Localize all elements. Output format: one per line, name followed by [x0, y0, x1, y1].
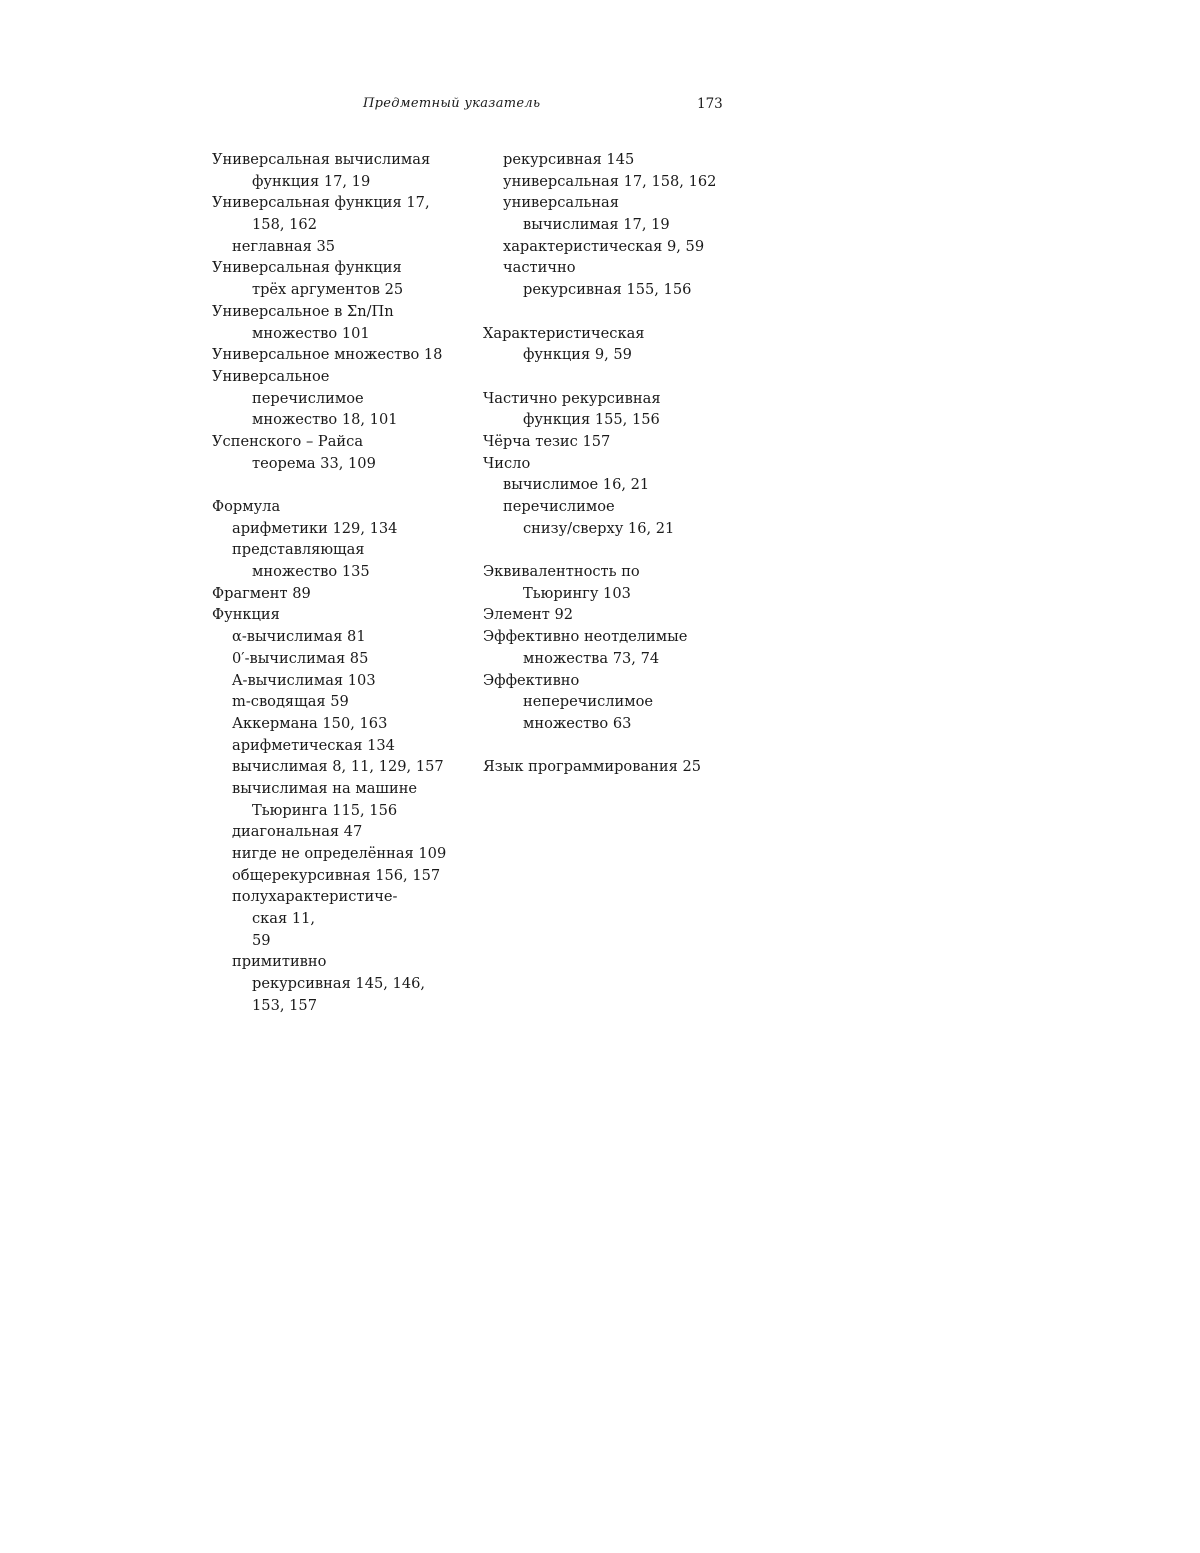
index-group-gap — [483, 539, 743, 561]
index-subentry: полухарактеристиче- — [232, 888, 398, 906]
index-entry: Успенского – Райса — [212, 432, 364, 450]
index-subentry: функция 17, 19 — [252, 172, 371, 190]
index-subentry: функция 9, 59 — [523, 346, 632, 364]
index-group-gap — [483, 735, 743, 757]
index-entry: Эквивалентность по — [483, 563, 640, 581]
index-subentry: m-сводящая 59 — [232, 693, 349, 711]
index-subentry: рекурсивная 145 — [503, 151, 635, 168]
index-entry: Чёрча тезис 157 — [483, 432, 611, 450]
index-subentry: A-вычислимая 103 — [232, 671, 376, 689]
index-subentry: 0′-вычислимая 85 — [232, 649, 369, 667]
index-subentry: примитивно — [232, 953, 327, 971]
index-subentry: вычислимая 17, 19 — [523, 216, 670, 234]
index-entry: Язык программирования 25 — [483, 758, 702, 776]
index-subentry: неперечислимое — [523, 693, 654, 711]
index-entry: Универсальное множество 18 — [212, 346, 443, 364]
index-subentry: частично — [503, 259, 576, 277]
running-header-title: Предметный указатель — [363, 96, 541, 111]
page-number: 173 — [697, 96, 723, 112]
index-subentry: перечислимое — [503, 498, 615, 515]
index-subentry: теорема 33, 109 — [252, 454, 376, 472]
index-entry: Эффективно неотделимые — [483, 628, 688, 646]
index-entry: Функция — [212, 606, 280, 624]
index-subentry: снизу/сверху 16, 21 — [523, 519, 675, 537]
index-subentry: универсальная — [503, 194, 619, 212]
index-subentry: α-вычислимая 81 — [232, 628, 366, 646]
index-subentry: общерекурсивная 156, 157 — [232, 866, 441, 884]
index-subentry: ская 11, — [252, 910, 316, 928]
index-subentry: неглавная 35 — [232, 237, 336, 255]
index-subentry: множество 135 — [252, 563, 370, 581]
index-entry: Характеристическая — [483, 324, 645, 342]
index-column-right — [483, 149, 743, 778]
index-subentry: вычислимая 8, 11, 129, 157 — [232, 758, 444, 776]
index-entry: Универсальная функция — [212, 259, 402, 277]
index-subentry: множества 73, 74 — [523, 649, 660, 667]
index-entry: Универсальная вычислимая — [212, 151, 431, 168]
index-subentry: вычислимая на машине — [232, 779, 418, 797]
index-subentry: 153, 157 — [252, 996, 317, 1014]
index-subentry: вычислимое 16, 21 — [503, 476, 650, 494]
index-subentry: Аккермана 150, 163 — [232, 714, 388, 732]
index-entry: Эффективно — [483, 671, 580, 689]
index-entry: Фрагмент 89 — [212, 584, 311, 602]
index-entry: Число — [483, 454, 531, 472]
index-entry: Универсальное — [212, 367, 330, 385]
index-subentry: арифметики 129, 134 — [232, 519, 398, 537]
index-entry: Универсальное в Σn/Πn — [212, 302, 394, 320]
index-subentry: перечислимое — [252, 389, 364, 407]
index-subentry: универсальная 17, 158, 162 — [503, 172, 717, 190]
index-subentry: Тьюринга 115, 156 — [252, 801, 398, 819]
index-subentry: Тьюрингу 103 — [523, 584, 631, 602]
index-subentry: нигде не определённая 109 — [232, 845, 447, 862]
index-column-left — [212, 149, 472, 1017]
index-subentry: характеристическая 9, 59 — [503, 237, 705, 255]
index-subentry: множество 63 — [523, 714, 632, 732]
index-group-gap — [212, 474, 472, 496]
index-subentry: рекурсивная 145, 146, — [252, 975, 426, 993]
index-subentry: арифметическая 134 — [232, 736, 395, 754]
index-entry: Частично рекурсивная — [483, 389, 661, 407]
index-subentry: представляющая — [232, 541, 365, 559]
index-group-gap — [483, 301, 743, 323]
index-subentry: функция 155, 156 — [523, 411, 660, 429]
index-subentry: 158, 162 — [252, 216, 317, 234]
index-entry: Формула — [212, 498, 281, 515]
index-subentry: диагональная 47 — [232, 823, 363, 841]
index-subentry: трёх аргументов 25 — [252, 281, 404, 299]
index-subentry: рекурсивная 155, 156 — [523, 281, 692, 299]
index-entry: Универсальная функция 17, — [212, 194, 430, 212]
index-subentry: множество 18, 101 — [252, 411, 398, 429]
index-group-gap — [483, 366, 743, 388]
index-entry: Элемент 92 — [483, 606, 574, 624]
index-subentry: 59 — [252, 931, 271, 949]
index-subentry: множество 101 — [252, 324, 370, 342]
